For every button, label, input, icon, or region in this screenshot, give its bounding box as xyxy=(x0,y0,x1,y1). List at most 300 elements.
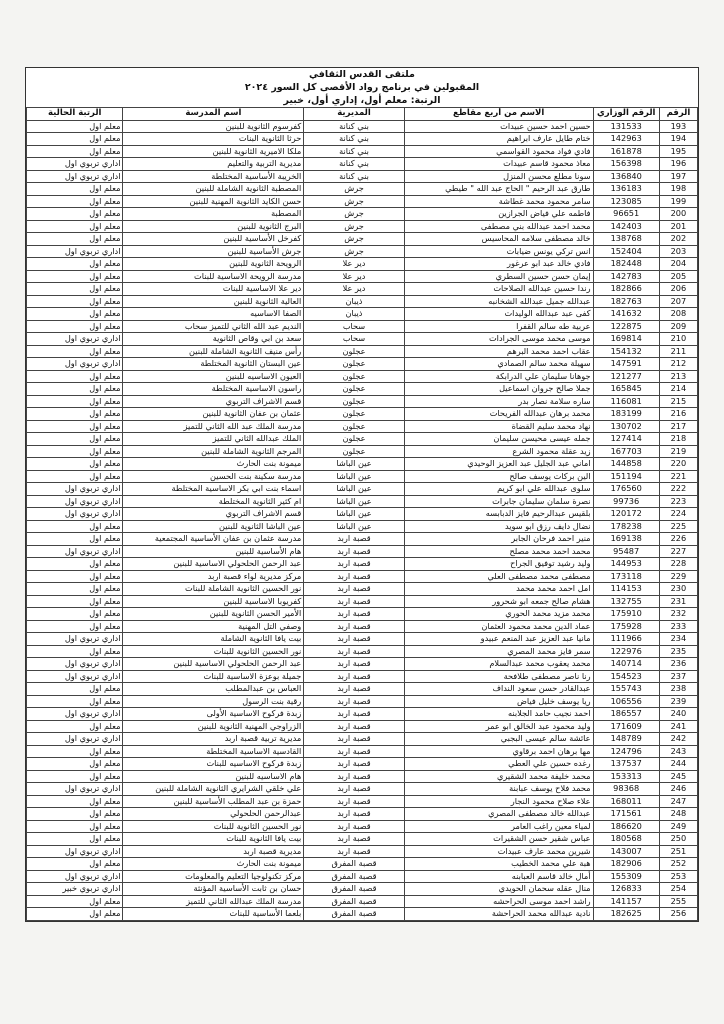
row-number-cell: 227 xyxy=(659,545,697,558)
row-number-cell: 204 xyxy=(659,258,697,271)
table-row xyxy=(27,408,698,421)
school-name-cell: عبد الرحمن الحلحولي الاساسية للبنين xyxy=(123,558,304,571)
person-name-cell: إيمان حسن حسين السطري xyxy=(404,270,593,283)
school-name-cell: قسم الاشراف التربوي xyxy=(123,508,304,521)
directorate-cell: قصبة اربد xyxy=(304,795,404,808)
person-name-cell: محمد مزيد محمد الحوري xyxy=(404,608,593,621)
school-name-cell: ملكا الاميرية الثانوية للبنين xyxy=(123,145,304,158)
current-rank-cell: اداري تربوي اول xyxy=(27,508,123,521)
row-number-cell: 248 xyxy=(659,808,697,821)
school-name-cell: بيت يافا الثانوية للبنات xyxy=(123,833,304,846)
directorate-cell: قصبة اربد xyxy=(304,745,404,758)
row-number-cell: 253 xyxy=(659,870,697,883)
current-rank-cell: اداري تربوي اول xyxy=(27,870,123,883)
person-name-cell: هشام صالح جمعه ابو شحرور xyxy=(404,595,593,608)
directorate-cell: جرش xyxy=(304,245,404,258)
current-rank-cell: اداري تربوي اول xyxy=(27,733,123,746)
school-name-cell: رقية بنت الرسول xyxy=(123,695,304,708)
current-rank-cell: معلم اول xyxy=(27,370,123,383)
row-number-cell: 219 xyxy=(659,445,697,458)
person-name-cell: جملا صالح جروان اسماعيل xyxy=(404,383,593,396)
person-name-cell: محمد يعقوب محمد عبدالسلام xyxy=(404,658,593,671)
table-row xyxy=(27,645,698,658)
row-number-cell: 218 xyxy=(659,433,697,446)
table-row xyxy=(27,508,698,521)
directorate-cell: بني كنانة xyxy=(304,120,404,133)
school-name-cell: زبدة فركوح الاساسية الأولى xyxy=(123,708,304,721)
person-name-cell: لمياء معين راغب العامر xyxy=(404,820,593,833)
current-rank-cell: معلم اول xyxy=(27,858,123,871)
ministry-id-cell: 176560 xyxy=(593,483,659,496)
current-rank-cell: معلم اول xyxy=(27,595,123,608)
table-row xyxy=(27,333,698,346)
document-sheet xyxy=(25,67,699,922)
ministry-id-cell: 169814 xyxy=(593,333,659,346)
directorate-cell: عين الباشا xyxy=(304,508,404,521)
ministry-id-cell: 142963 xyxy=(593,133,659,146)
table-row xyxy=(27,495,698,508)
school-name-cell: عثمان بن عفان الثانوية للبنين xyxy=(123,408,304,421)
current-rank-cell: معلم اول xyxy=(27,808,123,821)
directorate-cell: عجلون xyxy=(304,433,404,446)
ministry-id-cell: 124796 xyxy=(593,745,659,758)
school-name-cell: نور الحسين الثانوية للبنات xyxy=(123,645,304,658)
school-name-cell: عبد الرحمن الحلحولي الاساسية للبنين xyxy=(123,658,304,671)
ministry-id-cell: 143007 xyxy=(593,845,659,858)
directorate-cell: بني كنانة xyxy=(304,145,404,158)
directorate-cell: قصبة اربد xyxy=(304,620,404,633)
current-rank-cell: معلم اول xyxy=(27,283,123,296)
table-row xyxy=(27,845,698,858)
row-number-cell: 206 xyxy=(659,283,697,296)
ministry-id-cell: 127414 xyxy=(593,433,659,446)
table-row xyxy=(27,383,698,396)
current-rank-cell: معلم اول xyxy=(27,270,123,283)
current-rank-cell: معلم اول xyxy=(27,895,123,908)
row-number-cell: 247 xyxy=(659,795,697,808)
table-row xyxy=(27,445,698,458)
ministry-id-cell: 138768 xyxy=(593,233,659,246)
table-row xyxy=(27,145,698,158)
directorate-cell: بني كنانة xyxy=(304,170,404,183)
current-rank-cell: معلم اول xyxy=(27,308,123,321)
table-row xyxy=(27,683,698,696)
directorate-cell: جرش xyxy=(304,208,404,221)
person-name-cell: محمد احمد محمد مصلح xyxy=(404,545,593,558)
directorate-cell: ذيبان xyxy=(304,308,404,321)
directorate-cell: ذيبان xyxy=(304,295,404,308)
school-name-cell: ميمونة بنت الحارث xyxy=(123,458,304,471)
table-row xyxy=(27,670,698,683)
current-rank-cell: اداري تربوي اول xyxy=(27,333,123,346)
school-name-cell: الرويحة الثانوية للبنين xyxy=(123,258,304,271)
directorate-cell: قصبة المفرق xyxy=(304,883,404,896)
current-rank-cell: معلم اول xyxy=(27,383,123,396)
current-rank-cell: اداري تربوي اول xyxy=(27,170,123,183)
row-number-cell: 244 xyxy=(659,758,697,771)
row-number-cell: 246 xyxy=(659,783,697,796)
school-name-cell: الأمير الحسن الثانوية للبنين xyxy=(123,608,304,621)
ministry-id-cell: 111966 xyxy=(593,633,659,646)
ministry-id-cell: 126833 xyxy=(593,883,659,896)
school-name-cell: النديم عبد الله الثاني للتميز سحاب xyxy=(123,320,304,333)
current-rank-cell: معلم اول xyxy=(27,220,123,233)
ministry-id-cell: 152404 xyxy=(593,245,659,258)
current-rank-cell: اداري تربوي اول xyxy=(27,545,123,558)
table-row xyxy=(27,308,698,321)
table-row xyxy=(27,208,698,221)
row-number-cell: 230 xyxy=(659,583,697,596)
ministry-id-cell: 151194 xyxy=(593,470,659,483)
person-name-cell: وليد رشيد توفيق الجراح xyxy=(404,558,593,571)
row-number-cell: 234 xyxy=(659,633,697,646)
ministry-id-cell: 182448 xyxy=(593,258,659,271)
row-number-cell: 214 xyxy=(659,383,697,396)
table-row xyxy=(27,195,698,208)
table-row xyxy=(27,708,698,721)
person-name-cell: منير احمد فرحان الجابر xyxy=(404,533,593,546)
row-number-cell: 238 xyxy=(659,683,697,696)
table-row xyxy=(27,283,698,296)
current-rank-cell: معلم اول xyxy=(27,620,123,633)
school-name-cell: هام الأساسية للبنين xyxy=(123,545,304,558)
table-row xyxy=(27,433,698,446)
directorate-cell: قصبة اربد xyxy=(304,733,404,746)
current-rank-cell: معلم اول xyxy=(27,570,123,583)
person-name-cell: حسين احمد حسين عبيدات xyxy=(404,120,593,133)
table-row xyxy=(27,520,698,533)
ministry-id-cell: 165845 xyxy=(593,383,659,396)
ministry-id-cell: 186557 xyxy=(593,708,659,721)
header-line-3: الرتبة: معلم أول، إداري أول، خبير xyxy=(283,95,441,106)
person-name-cell: سونا مطلع محسن المنزل xyxy=(404,170,593,183)
col-header-directorate: المديرية xyxy=(304,108,404,121)
current-rank-cell: اداري تربوي اول xyxy=(27,783,123,796)
school-name-cell: مركز مديرية لواء قصبة اربد xyxy=(123,570,304,583)
table-row xyxy=(27,533,698,546)
ministry-id-cell: 155309 xyxy=(593,870,659,883)
current-rank-cell: معلم اول xyxy=(27,820,123,833)
current-rank-cell: اداري تربوي اول xyxy=(27,358,123,371)
ministry-id-cell: 168011 xyxy=(593,795,659,808)
row-number-cell: 197 xyxy=(659,170,697,183)
current-rank-cell: معلم اول xyxy=(27,458,123,471)
row-number-cell: 200 xyxy=(659,208,697,221)
directorate-cell: قصبة اربد xyxy=(304,533,404,546)
table-row xyxy=(27,908,698,921)
ministry-id-cell: 171609 xyxy=(593,720,659,733)
school-name-cell: زبدة فركوح الاساسيه للبنات xyxy=(123,758,304,771)
ministry-id-cell: 141632 xyxy=(593,308,659,321)
row-number-cell: 223 xyxy=(659,495,697,508)
row-number-cell: 235 xyxy=(659,645,697,658)
current-rank-cell: معلم اول xyxy=(27,408,123,421)
directorate-cell: عجلون xyxy=(304,358,404,371)
row-number-cell: 240 xyxy=(659,708,697,721)
ministry-id-cell: 99736 xyxy=(593,495,659,508)
table-row xyxy=(27,233,698,246)
current-rank-cell: معلم اول xyxy=(27,720,123,733)
person-name-cell: بلقيس عبدالرحيم فايز الدبابسه xyxy=(404,508,593,521)
row-number-cell: 208 xyxy=(659,308,697,321)
directorate-cell: دير علا xyxy=(304,270,404,283)
directorate-cell: قصبة المفرق xyxy=(304,870,404,883)
directorate-cell: دير علا xyxy=(304,283,404,296)
person-name-cell: فادي فواد محمود القواسمي xyxy=(404,145,593,158)
table-header-row xyxy=(27,108,698,121)
ministry-id-cell: 182625 xyxy=(593,908,659,921)
table-row xyxy=(27,745,698,758)
directorate-cell: عين الباشا xyxy=(304,470,404,483)
current-rank-cell: معلم اول xyxy=(27,145,123,158)
directorate-cell: قصبة اربد xyxy=(304,583,404,596)
person-name-cell: نهاد محمد سليم القضاة xyxy=(404,420,593,433)
table-row xyxy=(27,420,698,433)
table-row xyxy=(27,170,698,183)
table-row xyxy=(27,295,698,308)
current-rank-cell: معلم اول xyxy=(27,445,123,458)
table-row xyxy=(27,345,698,358)
row-number-cell: 203 xyxy=(659,245,697,258)
current-rank-cell: معلم اول xyxy=(27,208,123,221)
school-name-cell: حسان بن ثابت الأساسية المؤنثة xyxy=(123,883,304,896)
row-number-cell: 199 xyxy=(659,195,697,208)
row-number-cell: 220 xyxy=(659,458,697,471)
row-number-cell: 216 xyxy=(659,408,697,421)
school-name-cell: المصطبة xyxy=(123,208,304,221)
ministry-id-cell: 154132 xyxy=(593,345,659,358)
current-rank-cell: معلم اول xyxy=(27,533,123,546)
table-row xyxy=(27,358,698,371)
school-name-cell: بلعما الأساسية للبنات xyxy=(123,908,304,921)
school-name-cell: علي خلقي الشرايري الثانوية الشاملة للبنين xyxy=(123,783,304,796)
ministry-id-cell: 144953 xyxy=(593,558,659,571)
school-name-cell: العباس بن عبدالمطلب xyxy=(123,683,304,696)
directorate-cell: قصبة اربد xyxy=(304,708,404,721)
table-row xyxy=(27,558,698,571)
person-name-cell: مانيا عبد العزيز عبد المنعم عبيدو xyxy=(404,633,593,646)
person-name-cell: نصرة سلمان سليمان جابرات xyxy=(404,495,593,508)
directorate-cell: قصبة اربد xyxy=(304,695,404,708)
directorate-cell: عجلون xyxy=(304,420,404,433)
directorate-cell: سحاب xyxy=(304,320,404,333)
ministry-id-cell: 120172 xyxy=(593,508,659,521)
directorate-cell: عجلون xyxy=(304,370,404,383)
ministry-id-cell: 183199 xyxy=(593,408,659,421)
person-name-cell: جوهانا سليمان علي الدرابكة xyxy=(404,370,593,383)
col-header-name: الاسم من أربع مقاطع xyxy=(404,108,593,121)
table-row xyxy=(27,833,698,846)
directorate-cell: بني كنانة xyxy=(304,158,404,171)
school-name-cell: البرج الثانوية للبنين xyxy=(123,220,304,233)
person-name-cell: نضال دايف رزق ابو سويد xyxy=(404,520,593,533)
current-rank-cell: اداري تربوي اول xyxy=(27,633,123,646)
person-name-cell: سمر فايز محمد المصري xyxy=(404,645,593,658)
table-row xyxy=(27,458,698,471)
directorate-cell: قصبة المفرق xyxy=(304,895,404,908)
school-name-cell: حمزة بن عبد المطلب الأساسية للبنين xyxy=(123,795,304,808)
person-name-cell: فاطمه علي فياض الجرازين xyxy=(404,208,593,221)
ministry-id-cell: 122875 xyxy=(593,320,659,333)
directorate-cell: قصبة اربد xyxy=(304,720,404,733)
directorate-cell: قصبة اربد xyxy=(304,608,404,621)
person-name-cell: موسى محمد موسى الجرادات xyxy=(404,333,593,346)
ministry-id-cell: 154523 xyxy=(593,670,659,683)
directorate-cell: قصبة اربد xyxy=(304,595,404,608)
current-rank-cell: معلم اول xyxy=(27,908,123,921)
current-rank-cell: معلم اول xyxy=(27,395,123,408)
current-rank-cell: معلم اول xyxy=(27,583,123,596)
row-number-cell: 226 xyxy=(659,533,697,546)
current-rank-cell: معلم اول xyxy=(27,758,123,771)
directorate-cell: عجلون xyxy=(304,408,404,421)
row-number-cell: 225 xyxy=(659,520,697,533)
row-number-cell: 205 xyxy=(659,270,697,283)
school-name-cell: القادسية الاساسية المختلطة xyxy=(123,745,304,758)
current-rank-cell: معلم اول xyxy=(27,295,123,308)
table-row xyxy=(27,583,698,596)
school-name-cell: الخريبة الأساسية المختلطة xyxy=(123,170,304,183)
school-name-cell: حسن الكايد الثانوية المهنية للبنين xyxy=(123,195,304,208)
directorate-cell: قصبة اربد xyxy=(304,783,404,796)
school-name-cell: سعد بن ابي وقاص الثانوية xyxy=(123,333,304,346)
person-name-cell: سلوى عبدالله علي ابو كريم xyxy=(404,483,593,496)
table-row xyxy=(27,733,698,746)
current-rank-cell: معلم اول xyxy=(27,683,123,696)
ministry-id-cell: 186620 xyxy=(593,820,659,833)
ministry-id-cell: 132755 xyxy=(593,595,659,608)
directorate-cell: سحاب xyxy=(304,333,404,346)
row-number-cell: 237 xyxy=(659,670,697,683)
current-rank-cell: اداري تربوي اول xyxy=(27,245,123,258)
row-number-cell: 193 xyxy=(659,120,697,133)
current-rank-cell: معلم اول xyxy=(27,795,123,808)
row-number-cell: 209 xyxy=(659,320,697,333)
person-name-cell: هبة علي محمد الخطيب xyxy=(404,858,593,871)
ministry-id-cell: 96651 xyxy=(593,208,659,221)
person-name-cell: خالد مصطفى سلامه المحاسيس xyxy=(404,233,593,246)
table-row xyxy=(27,895,698,908)
current-rank-cell: معلم اول xyxy=(27,433,123,446)
school-name-cell: عبدالرحمن الحلحولي xyxy=(123,808,304,821)
row-number-cell: 210 xyxy=(659,333,697,346)
row-number-cell: 229 xyxy=(659,570,697,583)
directorate-cell: قصبة اربد xyxy=(304,820,404,833)
current-rank-cell: اداري تربوي اول xyxy=(27,845,123,858)
school-name-cell: مديرية التربية والتعليم xyxy=(123,158,304,171)
person-name-cell: مها برهان احمد برقاوي xyxy=(404,745,593,758)
col-header-rank: الرتبة الحالية xyxy=(27,108,123,121)
school-name-cell: جرش الأساسية للبنين xyxy=(123,245,304,258)
school-name-cell: هام الاساسيه للبنين xyxy=(123,770,304,783)
ministry-id-cell: 130702 xyxy=(593,420,659,433)
school-name-cell: دير علا الاساسية للبنات xyxy=(123,283,304,296)
ministry-id-cell: 122976 xyxy=(593,645,659,658)
ministry-id-cell: 180568 xyxy=(593,833,659,846)
person-name-cell: امل احمد محمد محمد xyxy=(404,583,593,596)
school-name-cell: مدرسة الملك عبد الله الثاني للتميز xyxy=(123,420,304,433)
person-name-cell: سهيلة محمد سالم الصمادي xyxy=(404,358,593,371)
row-number-cell: 255 xyxy=(659,895,697,908)
table-row xyxy=(27,220,698,233)
school-name-cell: ام كثير الثانوية المختلطة xyxy=(123,495,304,508)
table-row xyxy=(27,633,698,646)
table-row xyxy=(27,783,698,796)
school-name-cell: الملك عبدالله الثاني للتميز xyxy=(123,433,304,446)
ministry-id-cell: 123085 xyxy=(593,195,659,208)
row-number-cell: 236 xyxy=(659,658,697,671)
person-name-cell: شيرين محمد عارف عبيدات xyxy=(404,845,593,858)
school-name-cell: كفريوبا الاساسية للبنين xyxy=(123,595,304,608)
ministry-id-cell: 131533 xyxy=(593,120,659,133)
school-name-cell: جميلة بوعزة الاساسية للبنات xyxy=(123,670,304,683)
table-row xyxy=(27,133,698,146)
table-row xyxy=(27,808,698,821)
person-name-cell: رندا حسين عبدالله الصلاحات xyxy=(404,283,593,296)
current-rank-cell: معلم اول xyxy=(27,345,123,358)
table-row xyxy=(27,795,698,808)
ministry-id-cell: 106556 xyxy=(593,695,659,708)
directorate-cell: قصبة المفرق xyxy=(304,858,404,871)
ministry-id-cell: 137537 xyxy=(593,758,659,771)
directorate-cell: قصبة اربد xyxy=(304,770,404,783)
ministry-id-cell: 169138 xyxy=(593,533,659,546)
directorate-cell: جرش xyxy=(304,233,404,246)
person-name-cell: سامر محمود محمد غطاشة xyxy=(404,195,593,208)
person-name-cell: زيد عقلة محمود الشرع xyxy=(404,445,593,458)
directorate-cell: عين الباشا xyxy=(304,483,404,496)
table-row xyxy=(27,820,698,833)
table-row xyxy=(27,695,698,708)
row-number-cell: 239 xyxy=(659,695,697,708)
table-row xyxy=(27,483,698,496)
row-number-cell: 254 xyxy=(659,883,697,896)
current-rank-cell: معلم اول xyxy=(27,183,123,196)
row-number-cell: 207 xyxy=(659,295,697,308)
school-name-cell: بيت يافا الثانوية الشاملة xyxy=(123,633,304,646)
ministry-id-cell: 141157 xyxy=(593,895,659,908)
person-name-cell: عبدالله خالد مصطفى المصري xyxy=(404,808,593,821)
table-row xyxy=(27,245,698,258)
directorate-cell: عجلون xyxy=(304,445,404,458)
ministry-id-cell: 114153 xyxy=(593,583,659,596)
current-rank-cell: معلم اول xyxy=(27,320,123,333)
ministry-id-cell: 178238 xyxy=(593,520,659,533)
directorate-cell: قصبة اربد xyxy=(304,808,404,821)
row-number-cell: 213 xyxy=(659,370,697,383)
table-row xyxy=(27,395,698,408)
school-name-cell: المرجم الثانوية الشاملة للبنين xyxy=(123,445,304,458)
table-row xyxy=(27,883,698,896)
ministry-id-cell: 142783 xyxy=(593,270,659,283)
row-number-cell: 243 xyxy=(659,745,697,758)
row-number-cell: 233 xyxy=(659,620,697,633)
row-number-cell: 202 xyxy=(659,233,697,246)
school-name-cell: راسون الاساسية المختلطة xyxy=(123,383,304,396)
header-line-1: ملتقى القدس الثقافي xyxy=(309,69,415,80)
person-name-cell: رغده حسين علي العطي xyxy=(404,758,593,771)
table-row xyxy=(27,620,698,633)
directorate-cell: قصبة اربد xyxy=(304,658,404,671)
header-line-2: المقبولين في برنامج رواد الأقصى كل السور ٢٠٢٤ xyxy=(244,82,480,93)
school-name-cell: مدرسة الملك عبدالله الثاني للتميز xyxy=(123,895,304,908)
directorate-cell: عين الباشا xyxy=(304,495,404,508)
row-number-cell: 222 xyxy=(659,483,697,496)
person-name-cell: جمله عيسى محيسن سليمان xyxy=(404,433,593,446)
current-rank-cell: اداري تربوي اول xyxy=(27,495,123,508)
school-name-cell: الصفا الاساسيه xyxy=(123,308,304,321)
school-name-cell: مديرية قصبة اربد xyxy=(123,845,304,858)
